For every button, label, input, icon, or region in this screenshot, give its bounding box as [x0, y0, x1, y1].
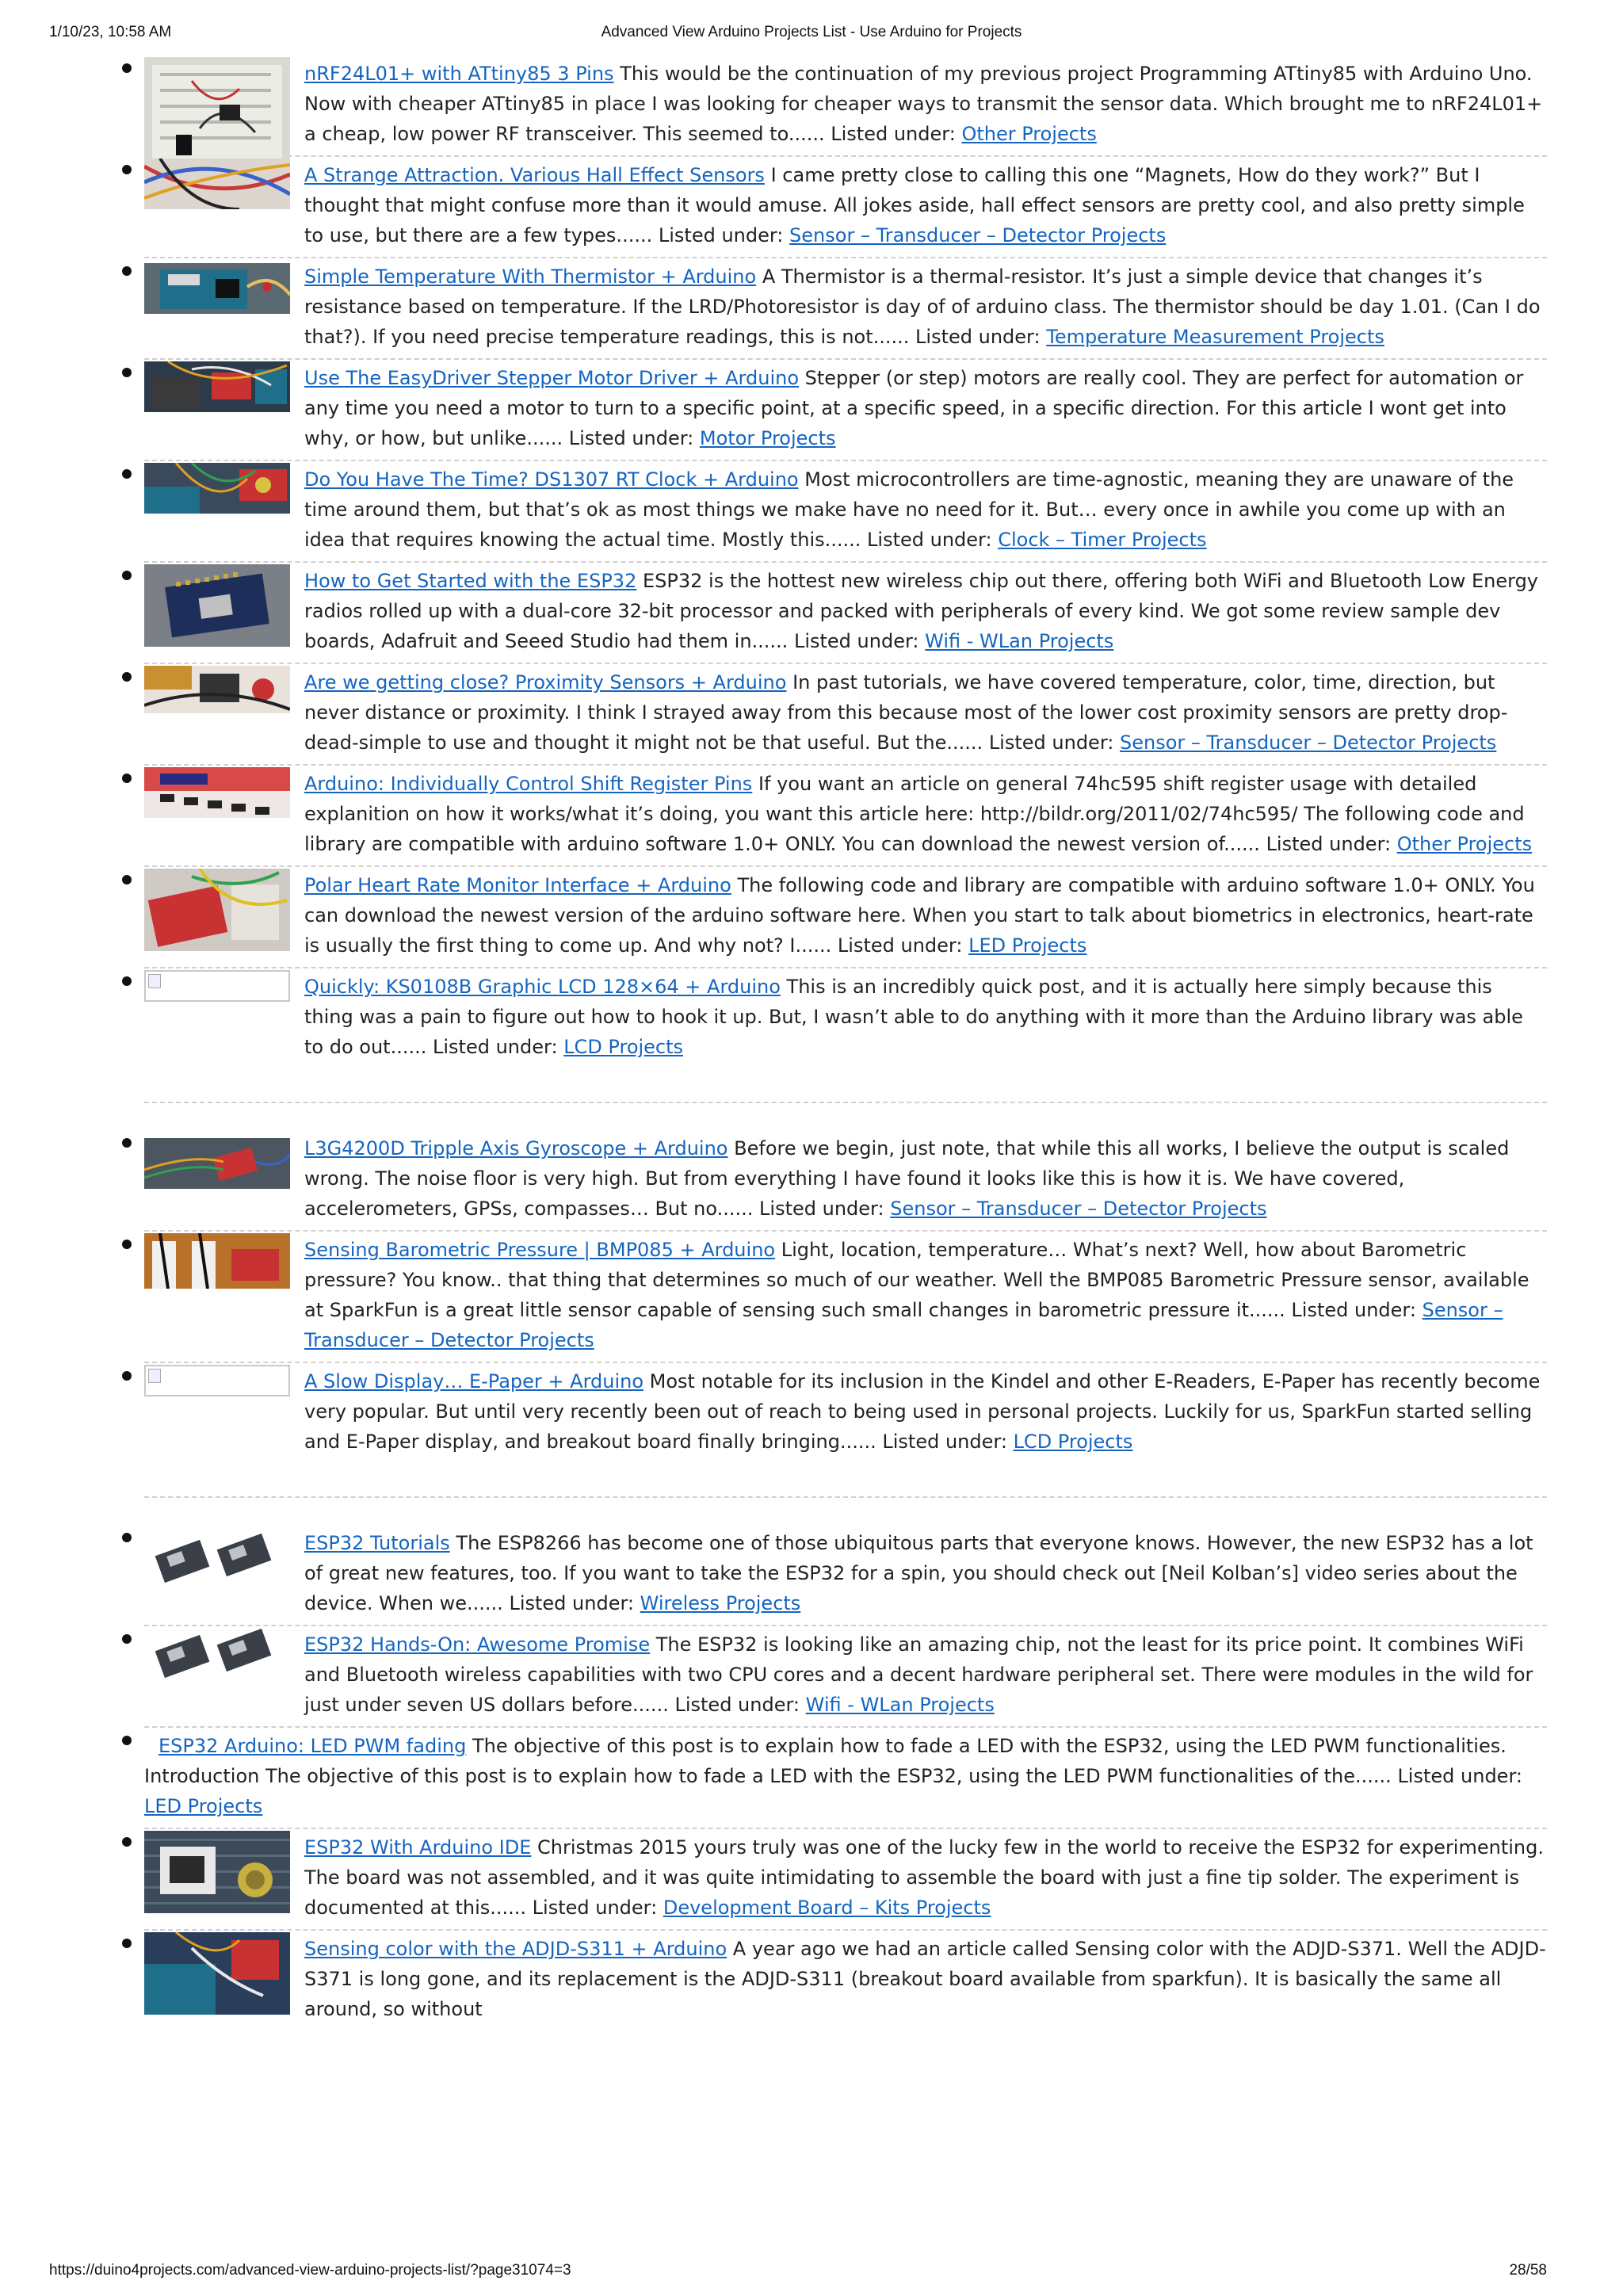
item-title-link[interactable]: Are we getting close? Proximity Sensors + Arduino — [304, 671, 787, 693]
color-sensor-photo-icon[interactable] — [144, 1932, 290, 2015]
listed-under-label: Listed under: — [837, 934, 963, 957]
item-description: The ESP8266 has become one of those ubiquitous parts that everyone knows. However, the new ESP32 has a lot of great new features, too. If you want to take the ESP32 for a spin, you should check out [Neil Kolban’s] video series about the device. When we...... — [304, 1532, 1533, 1614]
bullet-icon — [122, 1138, 132, 1148]
item-category-link[interactable]: Temperature Measurement Projects — [1046, 326, 1384, 348]
print-url: https://duino4projects.com/advanced-view-arduino-projects-list/?page31074=3 — [49, 2262, 571, 2279]
item-category-link[interactable]: Sensor – Transducer – Detector Projects — [1120, 732, 1497, 754]
item-title-link[interactable]: A Slow Display… E-Paper + Arduino — [304, 1370, 644, 1392]
bullet-icon — [122, 1939, 132, 1948]
item-category-link[interactable]: Sensor – Transducer – Detector Projects — [789, 224, 1167, 246]
item-title-link[interactable]: Polar Heart Rate Monitor Interface + Arduino — [304, 874, 731, 896]
list-item — [144, 1103, 1547, 1232]
listed-under-label: Listed under: — [988, 732, 1114, 754]
item-category-link[interactable]: LED Projects — [968, 934, 1087, 957]
esp32-board-photo-icon[interactable] — [144, 564, 290, 647]
item-description: Stepper (or step) motors are really cool. They are perfect for automation or any time you need a motor to turn to a specific point, at a specific speed, in a specific direction. For this article I wont get into why, or how, but unlike...... — [304, 367, 1524, 449]
listed-under-label: Listed under: — [867, 529, 992, 551]
item-title-link[interactable]: L3G4200D Tripple Axis Gyroscope + Arduino — [304, 1137, 728, 1159]
item-description: Most microcontrollers are time-agnostic, meaning they are unaware of the time around them, but that’s ok as most things we make have no need for it. But… every once in awhile you come up with an idea that requires knowing the actual time. Mostly this...... — [304, 468, 1514, 551]
item-category-link[interactable]: Development Board – Kits Projects — [663, 1897, 991, 1919]
item-description: The following code and library are compatible with arduino software 1.0+ ONLY. You can download the newest version of the arduino software here. When you start to talk about biometrics in electronics, heart-rate is usually the first thing to come up. And why not? I...... — [304, 874, 1535, 957]
bullet-icon — [122, 63, 132, 73]
proximity-sensor-photo-icon[interactable] — [144, 666, 290, 713]
print-header — [0, 24, 1623, 55]
bullet-icon — [122, 672, 132, 682]
list-item — [144, 55, 1547, 157]
broken-image-icon[interactable] — [144, 1365, 290, 1396]
arduino-photo-icon[interactable] — [144, 263, 290, 314]
list-item — [144, 766, 1547, 867]
item-text — [304, 564, 1547, 656]
item-title-link[interactable]: ESP32 Hands-On: Awesome Promise — [304, 1633, 651, 1656]
item-category-link[interactable]: Wireless Projects — [640, 1592, 801, 1614]
item-title-link[interactable]: ESP32 Arduino: LED PWM fading — [158, 1735, 467, 1757]
item-title-link[interactable]: Simple Temperature With Thermistor + Arduino — [304, 266, 757, 288]
item-description: This is an incredibly quick post, and it is actually here simply because this thing was a pain to figure out how to hook it up. But, I wasn’t able to do anything with it more than the Arduino library was able to do out...... — [304, 976, 1523, 1058]
listed-under-label: Listed under: — [915, 326, 1041, 348]
stepper-photo-icon[interactable] — [144, 361, 290, 412]
item-text — [304, 1932, 1547, 2024]
bullet-icon — [122, 1371, 132, 1381]
listed-under-label: Listed under: — [568, 427, 694, 449]
item-title-link[interactable]: Do You Have The Time? DS1307 RT Clock + Arduino — [304, 468, 799, 491]
item-text — [304, 361, 1547, 453]
item-description: A year ago we had an article called Sensing color with the ADJD-S371. Well the ADJD-S371 is long gone, and its replacement is the ADJD-S311 (breakout board available from sparkfun). It is basically the same all around, so without — [304, 1938, 1546, 2020]
item-category-link[interactable]: Motor Projects — [699, 427, 836, 449]
item-text — [304, 1365, 1547, 1457]
item-text — [304, 970, 1547, 1062]
bullet-icon — [122, 368, 132, 377]
listed-under-label: Listed under: — [509, 1592, 634, 1614]
item-category-link[interactable]: Clock – Timer Projects — [998, 529, 1207, 551]
item-description: This would be the continuation of my previous project Programming ATtiny85 with Arduino Uno. Now with cheaper ATtiny85 in place I was looking for cheaper ways to transmit the sensor data. Which brought me to nRF24L01+ a cheap, low power RF transceiver. This seemed to...... — [304, 63, 1543, 145]
listed-under-label: Listed under: — [793, 630, 919, 652]
item-category-link[interactable]: Sensor – Transducer – Detector Projects — [304, 1299, 1503, 1351]
bullet-icon — [122, 266, 132, 276]
print-timestamp: 1/10/23, 10:58 AM — [49, 24, 172, 40]
list-item — [144, 1363, 1547, 1498]
item-description: A Thermistor is a thermal-resistor. It’s just a simple device that changes it’s resistance based on temperature. If the LRD/Photoresistor is day of of arduino class. The thermistor should be day 1.01. (Can I do that?). If you need precise temperature readings, this is not...... — [304, 266, 1541, 348]
listed-under-label: Listed under: — [1291, 1299, 1416, 1321]
listed-under-label: Listed under: — [1397, 1765, 1522, 1787]
list-item — [144, 1728, 1547, 1829]
shift-register-photo-icon[interactable] — [144, 767, 290, 818]
list-item — [144, 360, 1547, 461]
gyroscope-photo-icon[interactable] — [144, 1138, 290, 1189]
clock-board-photo-icon[interactable] — [144, 463, 290, 514]
item-description: Most notable for its inclusion in the Kindel and other E-Readers, E-Paper has recently become very popular. But until very recently been out of reach to being used in personal projects. Luckily for us, SparkFun started selling and E-Paper display, and breakout board finally bringing...... — [304, 1370, 1541, 1453]
item-category-link[interactable]: Sensor – Transducer – Detector Projects — [890, 1198, 1267, 1220]
broken-image-icon[interactable] — [144, 970, 290, 1002]
item-title-link[interactable]: Use The EasyDriver Stepper Motor Driver + Arduino — [304, 367, 799, 389]
bullet-icon — [122, 1736, 132, 1745]
item-description: ESP32 is the hottest new wireless chip out there, offering both WiFi and Bluetooth Low Energy radios rolled up with a dual-core 32-bit processor and packed with peripherals of every kind. We got some review sample dev boards, Adafruit and Seeed Studio had them in...... — [304, 570, 1539, 652]
item-category-link[interactable]: Other Projects — [1396, 833, 1533, 855]
item-text — [304, 1526, 1547, 1618]
item-description: I came pretty close to calling this one “Magnets, How do they work?” But I thought that might confuse more than it would amuse. All jokes aside, hall effect sensors are pretty cool, and also pretty simple to use, but there are a few types...... — [304, 164, 1525, 246]
item-description: Light, location, temperature… What’s next? Well, how about Barometric pressure? You know.. that thing that determines so much of our weather. Well the BMP085 Barometric Pressure sensor, available at SparkFun is a great little sensor capable of sensing such small changes in barometric pressure it...... — [304, 1239, 1529, 1321]
item-category-link[interactable]: LCD Projects — [563, 1036, 684, 1058]
item-text — [304, 57, 1547, 149]
item-title-link[interactable]: ESP32 Tutorials — [304, 1532, 450, 1554]
bullet-icon — [122, 976, 132, 986]
item-title-link[interactable]: nRF24L01+ with ATtiny85 3 Pins — [304, 63, 614, 85]
barometer-photo-icon[interactable] — [144, 1233, 290, 1289]
esp32-modules-photo-icon[interactable] — [144, 1533, 290, 1584]
bullet-icon — [122, 1837, 132, 1847]
list-item — [144, 1626, 1547, 1728]
esp32-modules-photo-icon[interactable] — [144, 1628, 290, 1679]
listed-under-label: Listed under: — [433, 1036, 558, 1058]
list-item — [144, 258, 1547, 360]
item-description: Christmas 2015 yours truly was one of the lucky few in the world to receive the ESP32 for experimenting. The board was not assembled, and it was quite intimidating to assemble the board with just a fine tip solder. The experiment is documented at this...... — [304, 1836, 1544, 1919]
item-category-link[interactable]: Wifi - WLan Projects — [805, 1694, 995, 1716]
item-text — [144, 1729, 1547, 1821]
bullet-icon — [122, 165, 132, 174]
list-item — [144, 1498, 1547, 1626]
list-item — [144, 1931, 1547, 2030]
item-description: The ESP32 is looking like an amazing chip, not the least for its price point. It combines WiFi and Bluetooth wireless capabilities with two CPU cores and a decent hardware peripheral set. There were modules in the wild for just under seven US dollars before...... — [304, 1633, 1533, 1716]
item-title-link[interactable]: Sensing Barometric Pressure | BMP085 + Arduino — [304, 1239, 776, 1261]
project-list — [144, 55, 1547, 2030]
item-title-link[interactable]: A Strange Attraction. Various Hall Effect Sensors — [304, 164, 765, 186]
heart-rate-board-photo-icon[interactable] — [144, 869, 290, 951]
item-description: If you want an article on general 74hc595 shift register usage with detailed explanition on how it works/what it’s doing, you want this article here: http://bildr.org/2011/02/74hc595/ The following code and library are compatible with arduino software 1.0+ ONLY. You can download the newest version of...... — [304, 773, 1525, 855]
list-item — [144, 1232, 1547, 1363]
breadboard-photo-icon[interactable] — [144, 57, 290, 166]
listed-under-label: Listed under: — [674, 1694, 800, 1716]
listed-under-label: Listed under: — [658, 224, 784, 246]
item-text — [304, 159, 1547, 250]
item-title-link[interactable]: ESP32 With Arduino IDE — [304, 1836, 532, 1859]
item-text — [304, 1233, 1547, 1355]
print-page-number: 28/58 — [1509, 2262, 1547, 2279]
list-item — [144, 968, 1547, 1103]
bullet-icon — [122, 875, 132, 884]
listed-under-label: Listed under: — [759, 1198, 884, 1220]
bullet-icon — [122, 469, 132, 479]
item-text — [304, 463, 1547, 555]
item-text — [304, 1831, 1547, 1923]
wires-photo-icon[interactable] — [144, 159, 290, 209]
item-title-link[interactable]: Arduino: Individually Control Shift Register Pins — [304, 773, 753, 795]
esp32-perfboard-photo-icon[interactable] — [144, 1831, 290, 1913]
item-title-link[interactable]: How to Get Started with the ESP32 — [304, 570, 637, 592]
listed-under-label: Listed under: — [1266, 833, 1392, 855]
item-category-link[interactable]: Other Projects — [961, 123, 1097, 145]
item-text — [304, 1132, 1547, 1224]
list-item — [144, 664, 1547, 766]
item-text — [304, 1628, 1547, 1720]
listed-under-label: Listed under: — [532, 1897, 658, 1919]
print-footer — [0, 2262, 1623, 2294]
bullet-icon — [122, 1533, 132, 1542]
item-category-link[interactable]: LCD Projects — [1013, 1431, 1133, 1453]
list-item — [144, 461, 1547, 563]
list-item — [144, 563, 1547, 664]
item-text — [304, 666, 1547, 758]
print-page-title: Advanced View Arduino Projects List - Use Arduino for Projects — [601, 24, 1022, 40]
list-item — [144, 157, 1547, 258]
item-text — [304, 260, 1547, 352]
bullet-icon — [122, 571, 132, 580]
bullet-icon — [122, 1240, 132, 1249]
item-category-link[interactable]: Wifi - WLan Projects — [925, 630, 1114, 652]
listed-under-label: Listed under: — [882, 1431, 1007, 1453]
list-item — [144, 1829, 1547, 1931]
item-title-link[interactable]: Sensing color with the ADJD-S311 + Arduino — [304, 1938, 727, 1960]
bullet-icon — [122, 1634, 132, 1644]
item-text — [304, 869, 1547, 961]
item-description: Before we begin, just note, that while this all works, I believe the output is scaled wrong. The noise floor is very high. But from everything I have found it looks like this is how it is. We have covered, accelerometers, GPSs, compasses… But no...... — [304, 1137, 1510, 1220]
item-text — [304, 767, 1547, 859]
list-item — [144, 867, 1547, 968]
item-title-link[interactable]: Quickly: KS0108B Graphic LCD 128×64 + Arduino — [304, 976, 781, 998]
listed-under-label: Listed under: — [831, 123, 956, 145]
item-description: In past tutorials, we have covered temperature, color, time, direction, but never distance or proximity. I think I strayed away from this because most of the lower cost proximity sensors are pretty drop-dead-simple to use and thought it might not be that useful. But the...... — [304, 671, 1508, 754]
item-category-link[interactable]: LED Projects — [144, 1795, 263, 1817]
item-description: The objective of this post is to explain how to fade a LED with the ESP32, using the LED PWM functionalities. Introduction The objective of this post is to explain how to fade a LED with the ESP32, using the LED PWM functionalities of the...... — [144, 1735, 1507, 1787]
bullet-icon — [122, 774, 132, 783]
